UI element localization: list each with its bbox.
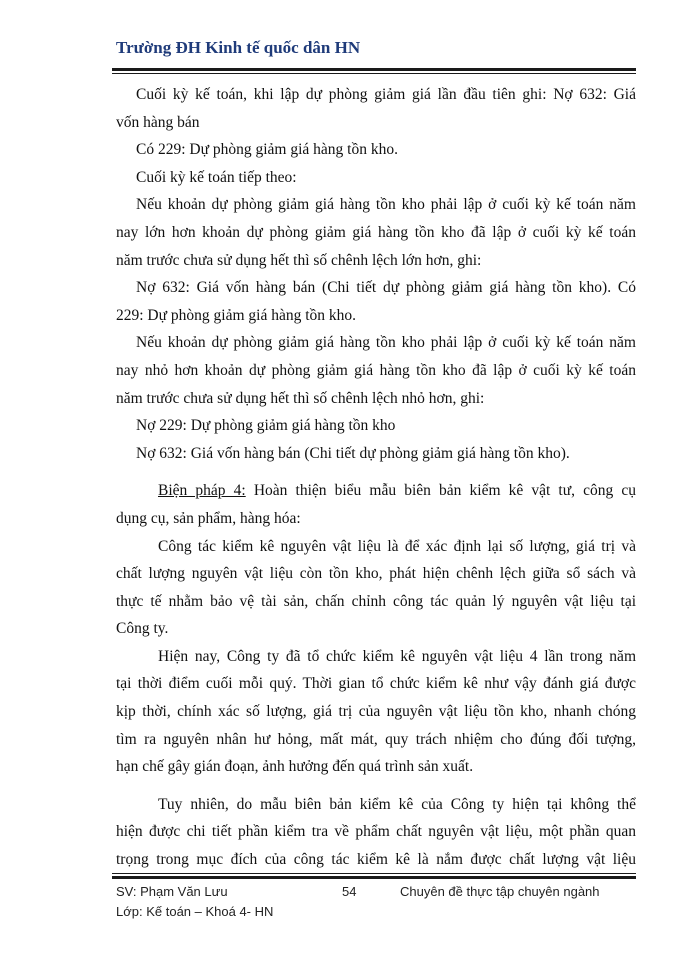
paragraph-line: Có 229: Dự phòng giảm giá hàng tồn kho. — [136, 141, 398, 159]
paragraph-line: vốn hàng bán — [116, 113, 200, 131]
paragraph-line: Nợ 229: Dự phòng giảm giá hàng tồn kho — [136, 417, 396, 435]
paragraph-line: chất lượng nguyên vật liệu còn tồn kho, phát hiện chênh lệch giữa sổ sách và — [116, 565, 636, 583]
document-body — [116, 81, 636, 874]
paragraph-line: nay lớn hơn khoản dự phòng giảm giá hàng tồn kho đã lập ở cuối kỳ kế toán — [116, 223, 636, 241]
paragraph-line: tìm ra nguyên nhân hư hỏng, mất mát, quy trách nhiệm cho đúng đối tượng, — [116, 730, 636, 748]
footer-topic: Chuyên đề thực tập chuyên ngành — [400, 884, 600, 899]
footer-student: SV: Phạm Văn Lưu — [116, 884, 228, 899]
paragraph-line: hạn chế gây gián đoạn, ảnh hưởng đến quá trình sản xuất. — [116, 758, 474, 776]
footer-class: Lớp: Kế toán – Khoá 4- HN — [116, 904, 274, 919]
paragraph-line: dụng cụ, sản phẩm, hàng hóa: — [116, 509, 301, 527]
header-rule-thick — [112, 68, 636, 71]
paragraph-line: kịp thời, chính xác số lượng, giá trị của nguyên vật liệu tồn kho, nhanh chóng — [116, 703, 636, 721]
paragraph-line: Cuối kỳ kế toán tiếp theo: — [136, 168, 297, 186]
paragraph-line: thực tế nhằm bảo vệ tài sản, chấn chỉnh công tác quản lý nguyên vật liệu tại — [116, 592, 636, 610]
paragraph-line: nay nhỏ hơn khoản dự phòng giảm giá hàng tồn kho đã lập ở cuối kỳ kế toán — [116, 361, 636, 379]
header-title: Trường ĐH Kinh tế quốc dân HN — [116, 38, 361, 57]
measure-title: Hoàn thiện biểu mẫu biên bản kiểm kê vật tư, công cụ — [245, 482, 636, 500]
measure-label: Biện pháp 4: — [158, 482, 246, 500]
paragraph-line: Nợ 632: Giá vốn hàng bán (Chi tiết dự phòng giảm giá hàng tồn kho). Có — [136, 279, 636, 297]
paragraph-line: trọng trong mục đích của công tác kiểm kê là nắm được chất lượng vật liệu — [116, 851, 636, 869]
paragraph-line: Nếu khoản dự phòng giảm giá hàng tồn kho phải lập ở cuối kỳ kế toán năm — [136, 196, 636, 214]
paragraph-line: Nếu khoản dự phòng giảm giá hàng tồn kho phải lập ở cuối kỳ kế toán năm — [136, 334, 636, 352]
paragraph-line: Công ty. — [116, 620, 169, 638]
paragraph-line: Cuối kỳ kế toán, khi lập dự phòng giảm giá lần đầu tiên ghi: Nợ 632: Giá — [136, 86, 636, 103]
header-rule-thin — [112, 73, 636, 74]
paragraph-line: Nợ 632: Giá vốn hàng bán (Chi tiết dự phòng giảm giá hàng tồn kho). — [136, 444, 570, 462]
paragraph-line: năm trước chưa sử dụng hết thì số chênh lệch lớn hơn, ghi: — [116, 251, 482, 269]
paragraph-line: năm trước chưa sử dụng hết thì số chênh lệch nhỏ hơn, ghi: — [116, 389, 485, 407]
paragraph-line: Tuy nhiên, do mẫu biên bản kiểm kê của Công ty hiện tại không thể — [158, 795, 636, 813]
paragraph-line: Công tác kiểm kê nguyên vật liệu là để xác định lại số lượng, giá trị và — [158, 537, 636, 555]
paragraph-line: Hiện nay, Công ty đã tổ chức kiểm kê nguyên vật liệu 4 lần trong năm — [158, 647, 636, 665]
measure-heading — [116, 477, 636, 505]
page-number: 54 — [342, 884, 357, 899]
footer-rule-thick — [112, 876, 636, 879]
paragraph-line: 229: Dự phòng giảm giá hàng tồn kho. — [116, 306, 357, 324]
paragraph-line: hiện được chi tiết phần kiểm tra về phẩm chất nguyên vật liệu, một phần quan — [116, 823, 636, 841]
paragraph-line: tại thời điểm cuối mỗi quý. Thời gian tổ chức kiểm kê như vậy đánh giá được — [116, 675, 636, 693]
footer-rule-thin — [112, 873, 636, 874]
